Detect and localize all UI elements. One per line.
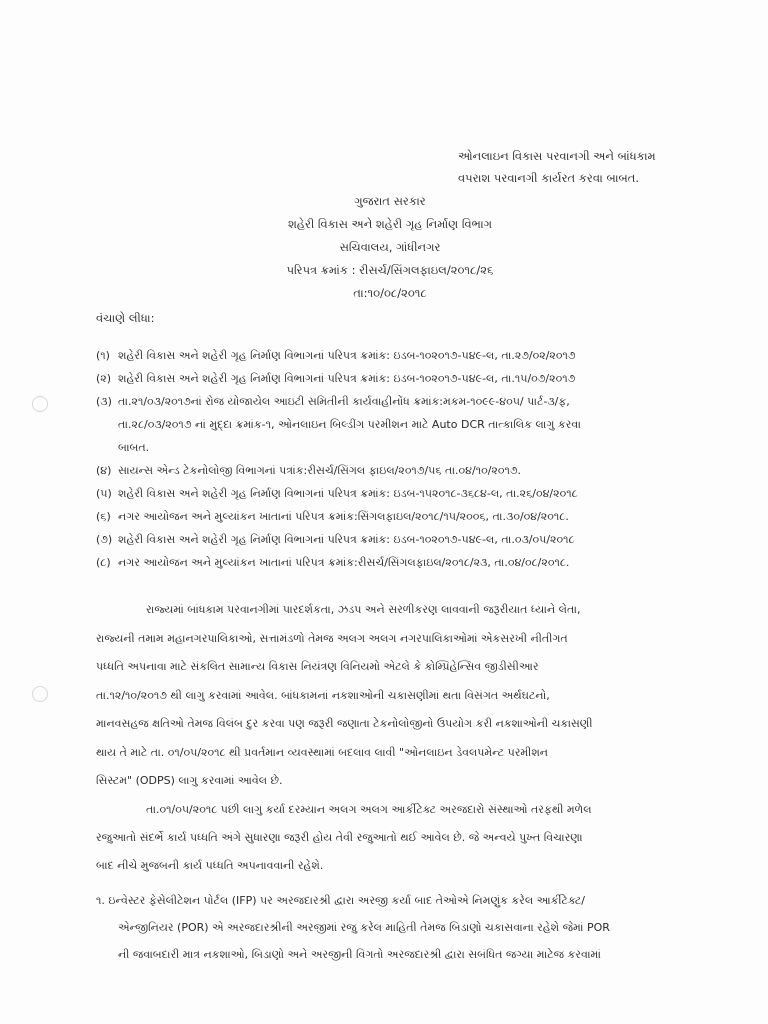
punch-hole-mark: [32, 686, 48, 702]
reference-item: (૬) નગર આયોજન અને મુલ્યાંકન ખાતાનાં પરિપત્ર ક્રમાંક:સિંગલફાઇલ/૨૦૧૮/૧૫/૨૦૦૬, તા.૩૦/૦૪/૨૦૧૮.: [96, 510, 569, 523]
reference-continuation: બાબત.: [118, 441, 150, 454]
body-paragraph-2: [96, 796, 686, 880]
numbered-point-1: [96, 887, 696, 968]
reference-item: (૧) શહેરી વિકાસ અને શહેરી ગૃહ નિર્માણ વિભાગનાં પરિપત્ર ક્રમાંક: ઇડબ-૧૦૨૦૧૭-૫૪૯-લ, તા.૨૭/૦૨/૨૦૧૭: [96, 349, 576, 362]
reference-item: (૫) શહેરી વિકાસ અને શહેરી ગૃહ નિર્માણ વિભાગનાં પરિપત્ર ક્રમાંક: ઇડબ-૧૫૨૦૧૮-૩૬૮૪-લ, તા.૨૬/૦૪/૨૦૧૮: [96, 487, 578, 500]
paragraph-line: તા.૧૨/૧૦/૨૦૧૭ થી લાગુ કરવામાં આવેલ. બાંધકામનાં નકશાઓની ચકાસણીમાં થતા વિસંગત અર્થઘટનો,: [96, 688, 550, 702]
paragraph-line: બાદ નીચે મુજબની કાર્ય પધ્ધતિ અપનાવવાની રહેશે.: [96, 859, 324, 872]
point-line: ની જવાબદારી માત્ર નકશાઓ, બિડાણો અને અરજીની વિગતો અરજદારશ્રી દ્વારા સબંધિત જગ્યા માટેજ કરવામાં: [118, 948, 601, 961]
paragraph-line: પધ્ધતિ અપનાવા માટે સંકલિત સામાન્ય વિકાસ નિયંત્રણ વિનિયમો એટલે કે કોમ્પ્રિહેન્સિવ જીડીસીઆર: [96, 660, 539, 673]
reference-continuation: તા.૨૮/૦૩/૨૦૧૭ નાં મુદ્દા ક્રમાંક-૧, ઓનલાઇન બિલ્ડીંગ પરમીશન માટે Auto DCR તાત્કાલિક લાગુ કરવા: [118, 418, 581, 431]
government-name: ગુજરાત સરકાર: [354, 194, 426, 208]
subject-line: ઓનલાઇન વિકાસ પરવાનગી અને બાંધકામ: [458, 149, 656, 163]
body-paragraph-1: [96, 596, 686, 796]
punch-hole-mark: [32, 396, 48, 412]
circular-date: તા:૧૦/૦૮/૨૦૧૮: [353, 286, 427, 300]
reference-item: (૩) તા.૨૧/૦૩/૨૦૧૭નાં રોજ યોજાયેલ આઇટી સમિતીની કાર્યવાહીનોંધ ક્રમાંક:મકમ-૧૦૯૯-૪૦૫/ પાર્ટ-૩/ફ,: [96, 395, 570, 408]
reference-item: (૭) શહેરી વિકાસ અને શહેરી ગૃહ નિર્માણ વિભાગનાં પરિપત્ર ક્રમાંક: ઇડબ-૧૦૨૦૧૭-૫૪૯-લ, તા.૦૩/૦૫/૨૦૧૮: [96, 533, 575, 546]
subject-block: [458, 145, 758, 189]
paragraph-line: રાજ્યમાં બાંધકામ પરવાનગીમાં પારદર્શકતા, ઝડપ અને સરળીકરણ લાવવાની જરૂરીયાત ધ્યાને લેતા,: [146, 603, 581, 616]
office-location: સચિવાલય, ગાંધીનગર: [339, 240, 441, 254]
paragraph-line: થાય તે માટે તા. ૦૧/૦૫/૨૦૧૮ થી પ્રવર્તમાન વ્યવસ્થામાં બદલાવ લાવી "ઓનલાઇન ડેવલપમેન્ટ પરમીશન: [96, 745, 548, 759]
paragraph-line: સિસ્ટમ" (ODPS) લાગુ કરવામાં આવેલ છે.: [96, 774, 283, 787]
reference-item: (૮) નગર આયોજન અને મુલ્યાંકન ખાતાનાં પરિપત્ર ક્રમાંક:રીસર્ચ/સિંગલફાઇલ/૨૦૧૮/૨૩, તા.૦૪/૦૮/૨૦૧૮.: [96, 556, 570, 569]
reference-item: (૪) સાયન્સ એન્ડ ટેકનોલોજી વિભાગનાં પત્રાંક:રીસર્ચ/સિંગલ ફાઇલ/૨૦૧૭/૫૬ તા.૦૪/૧૦/૨૦૧૭.: [96, 464, 522, 477]
read-label: વંચાણે લીધા:: [96, 311, 155, 325]
paragraph-line: તા.૦૧/૦૫/૨૦૧૮ પછી લાગુ કર્યા દરમ્યાન અલગ અલગ આર્કીટેક્ટ અરજદારો સંસ્થાઓ તરફથી મળેલ: [146, 803, 592, 816]
subject-line: વપરાશ પરવાનગી કાર્યરત કરવા બાબત.: [458, 171, 640, 185]
paragraph-line: રજુઆતો સંદર્ભે કાર્ય પધ્ધતિ અંગે સુધારણા જરૂરી હોય તેવી રજુઆતો થઈ આવેલ છે. જે અન્વયે પુખ્ત વિચારણા: [96, 831, 583, 844]
department-name: શહેરી વિકાસ અને શહેરી ગૃહ નિર્માણ વિભાગ: [287, 217, 493, 231]
point-line: એન્જીનિયર (POR) એ અરજદારશ્રીની અરજીમાં રજુ કરેલ માહિતી તેમજ બિડાણો ચકાસવાના રહેશે જેમાં POR: [118, 921, 610, 934]
references-list: [96, 344, 696, 574]
paragraph-line: રાજ્યની તમામ મહાનગરપાલિકાઓ, સત્તામંડળો તેમજ અલગ અલગ નગરપાલિકાઓમાં એકસરખી નીતીગત: [96, 631, 568, 645]
reference-item: (૨) શહેરી વિકાસ અને શહેરી ગૃહ નિર્માણ વિભાગનાં પરિપત્ર ક્રમાંક: ઇડબ-૧૦૨૦૧૭-૫૪૯-લ, તા.૧૫/૦૭/૨૦૧૭: [96, 372, 576, 385]
circular-number: પરિપત્ર ક્રમાંક : રીસર્ચ/સિંગલફાઇલ/૨૦૧૮/૨૬: [286, 263, 494, 277]
header-block: [200, 190, 580, 305]
point-line: ૧. ઇન્વેસ્ટર ફેસેલીટેશન પોર્ટલ (IFP) પર અરજદારશ્રી દ્વારા અરજી કર્યા બાદ તેઓએ નિમણુંક કરેલ આર્કીટેક્ટ/: [96, 894, 585, 907]
paragraph-line: માનવસહજ ક્ષતિઓ તેમજ વિલંબ દુર કરવા પણ જરૂરી જણાતા ટેકનોલોજીનો ઉપયોગ કરી નકશાઓની ચકાસણી: [96, 717, 593, 730]
